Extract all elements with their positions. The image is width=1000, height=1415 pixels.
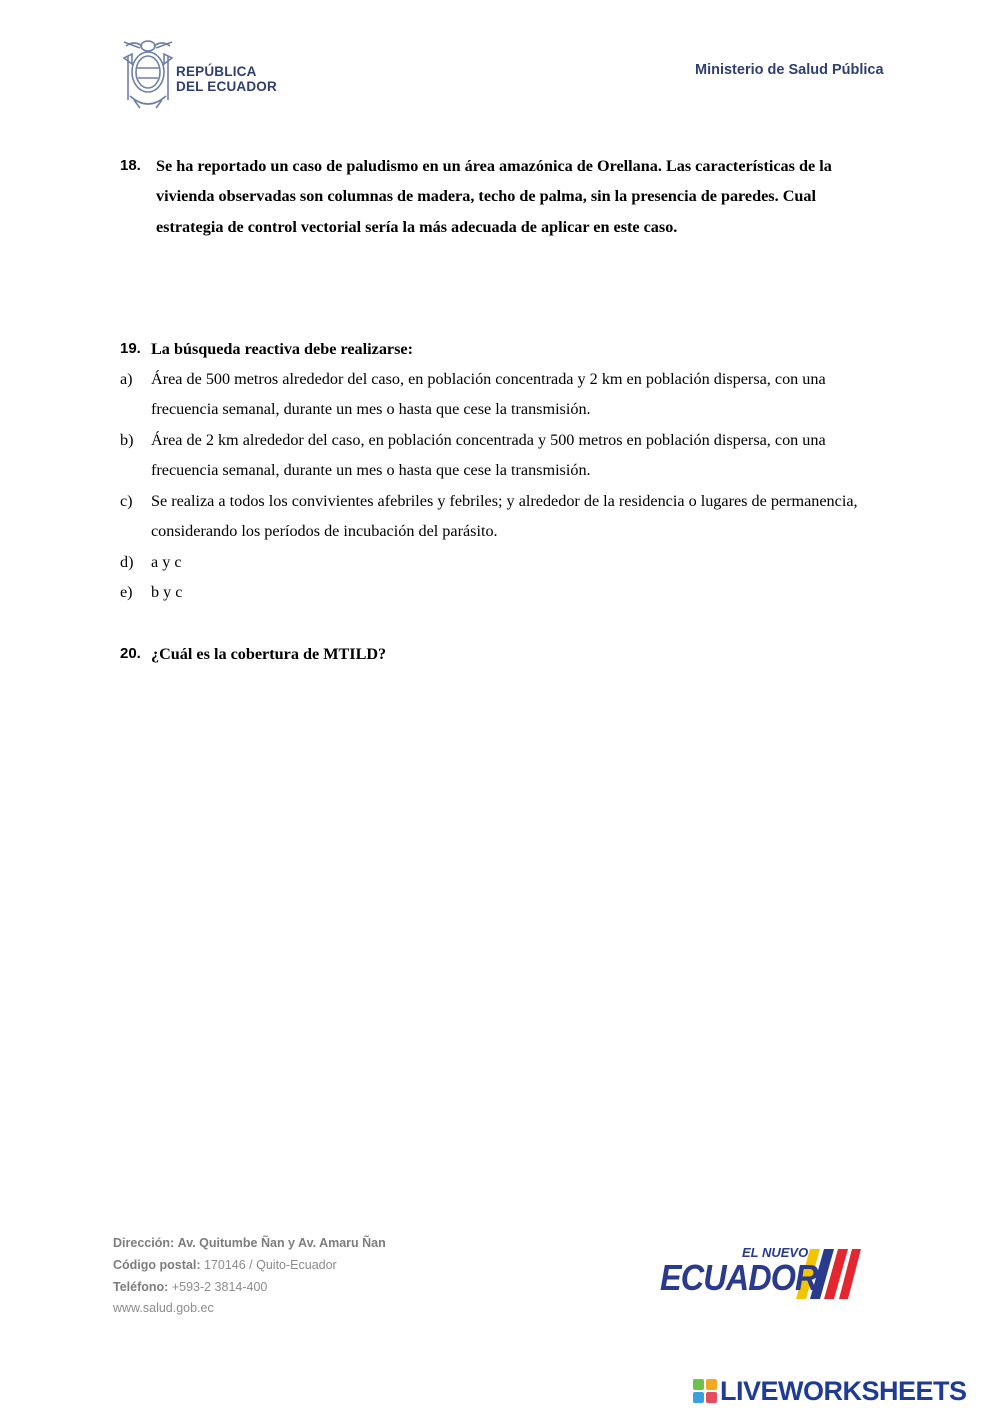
question-20-text: ¿Cuál es la cobertura de MTILD? — [151, 645, 387, 663]
question-19-text: La búsqueda reactiva debe realizarse: — [151, 340, 413, 358]
direccion-value: Av. Quitumbe Ñan y Av. Amaru Ñan — [177, 1236, 386, 1250]
ecuador-text: ECUADOR — [660, 1257, 818, 1298]
option-text: Área de 500 metros alrededor del caso, en población concentrada y 2 km en población dispersa, con una frecuencia semanal, durante un mes o hasta que cese la transmisión. — [151, 370, 826, 419]
option-letter: a) — [120, 370, 133, 388]
liveworksheets-text: LIVEWORKSHEETS — [720, 1376, 967, 1406]
option-a[interactable] — [120, 364, 886, 425]
footer-direccion — [113, 1233, 386, 1255]
question-text — [156, 151, 886, 242]
question-number: 20. — [120, 645, 141, 662]
codigo-value: 170146 / Quito-Ecuador — [203, 1257, 337, 1272]
direccion-label: Dirección: — [113, 1236, 175, 1250]
footer-codigo — [113, 1255, 386, 1277]
option-letter: e) — [120, 583, 133, 601]
coat-of-arms-icon — [120, 34, 176, 114]
telefono-value: +593-2 3814-400 — [171, 1279, 268, 1294]
option-text: a y c — [151, 553, 182, 571]
question-18 — [120, 151, 886, 242]
option-text: Área de 2 km alrededor del caso, en población concentrada y 500 metros en población dispersa, con una frecuencia semanal, durante un mes o hasta que cese la transmisión. — [151, 431, 826, 480]
footer-telefono — [113, 1277, 386, 1299]
republica-line1: REPÚBLICA — [176, 64, 257, 79]
footer-address — [113, 1233, 386, 1320]
republica-line2: DEL ECUADOR — [176, 79, 277, 94]
el-nuevo-ecuador-logo — [658, 1243, 863, 1305]
footer-web[interactable]: www.salud.gob.ec — [113, 1301, 214, 1316]
option-letter: c) — [120, 492, 133, 510]
option-e[interactable] — [120, 577, 886, 607]
liveworksheets-icon — [692, 1378, 718, 1404]
ministerio-title: Ministerio de Salud Pública — [695, 62, 884, 78]
republica-logo — [120, 34, 290, 114]
option-letter: b) — [120, 431, 134, 449]
option-text: b y c — [151, 583, 183, 601]
option-text: Se realiza a todos los convivientes afebriles y febriles; y alrededor de la residencia o lugares de permanencia, considerando los períodos de incubación del parásito. — [151, 492, 858, 541]
option-d[interactable] — [120, 547, 886, 577]
el-nuevo-text: EL NUEVO — [742, 1245, 809, 1260]
republica-wordmark — [176, 64, 277, 94]
telefono-label: Teléfono: — [113, 1279, 169, 1294]
liveworksheets-logo[interactable] — [692, 1376, 992, 1406]
question-19 — [120, 334, 886, 364]
codigo-label: Código postal: — [113, 1257, 201, 1272]
question-number: 19. — [120, 340, 141, 357]
question-number: 18. — [120, 157, 141, 174]
option-b[interactable] — [120, 425, 886, 486]
option-c[interactable] — [120, 486, 886, 547]
option-letter: d) — [120, 553, 134, 571]
question-20 — [120, 639, 886, 669]
question-18-text: Se ha reportado un caso de paludismo en un área amazónica de Orellana. Las características de la vivienda observadas son columnas de madera, techo de palma, sin la presencia de paredes. Cual estrategia de control vectorial sería la más adecuada de aplicar en este caso. — [156, 157, 832, 236]
